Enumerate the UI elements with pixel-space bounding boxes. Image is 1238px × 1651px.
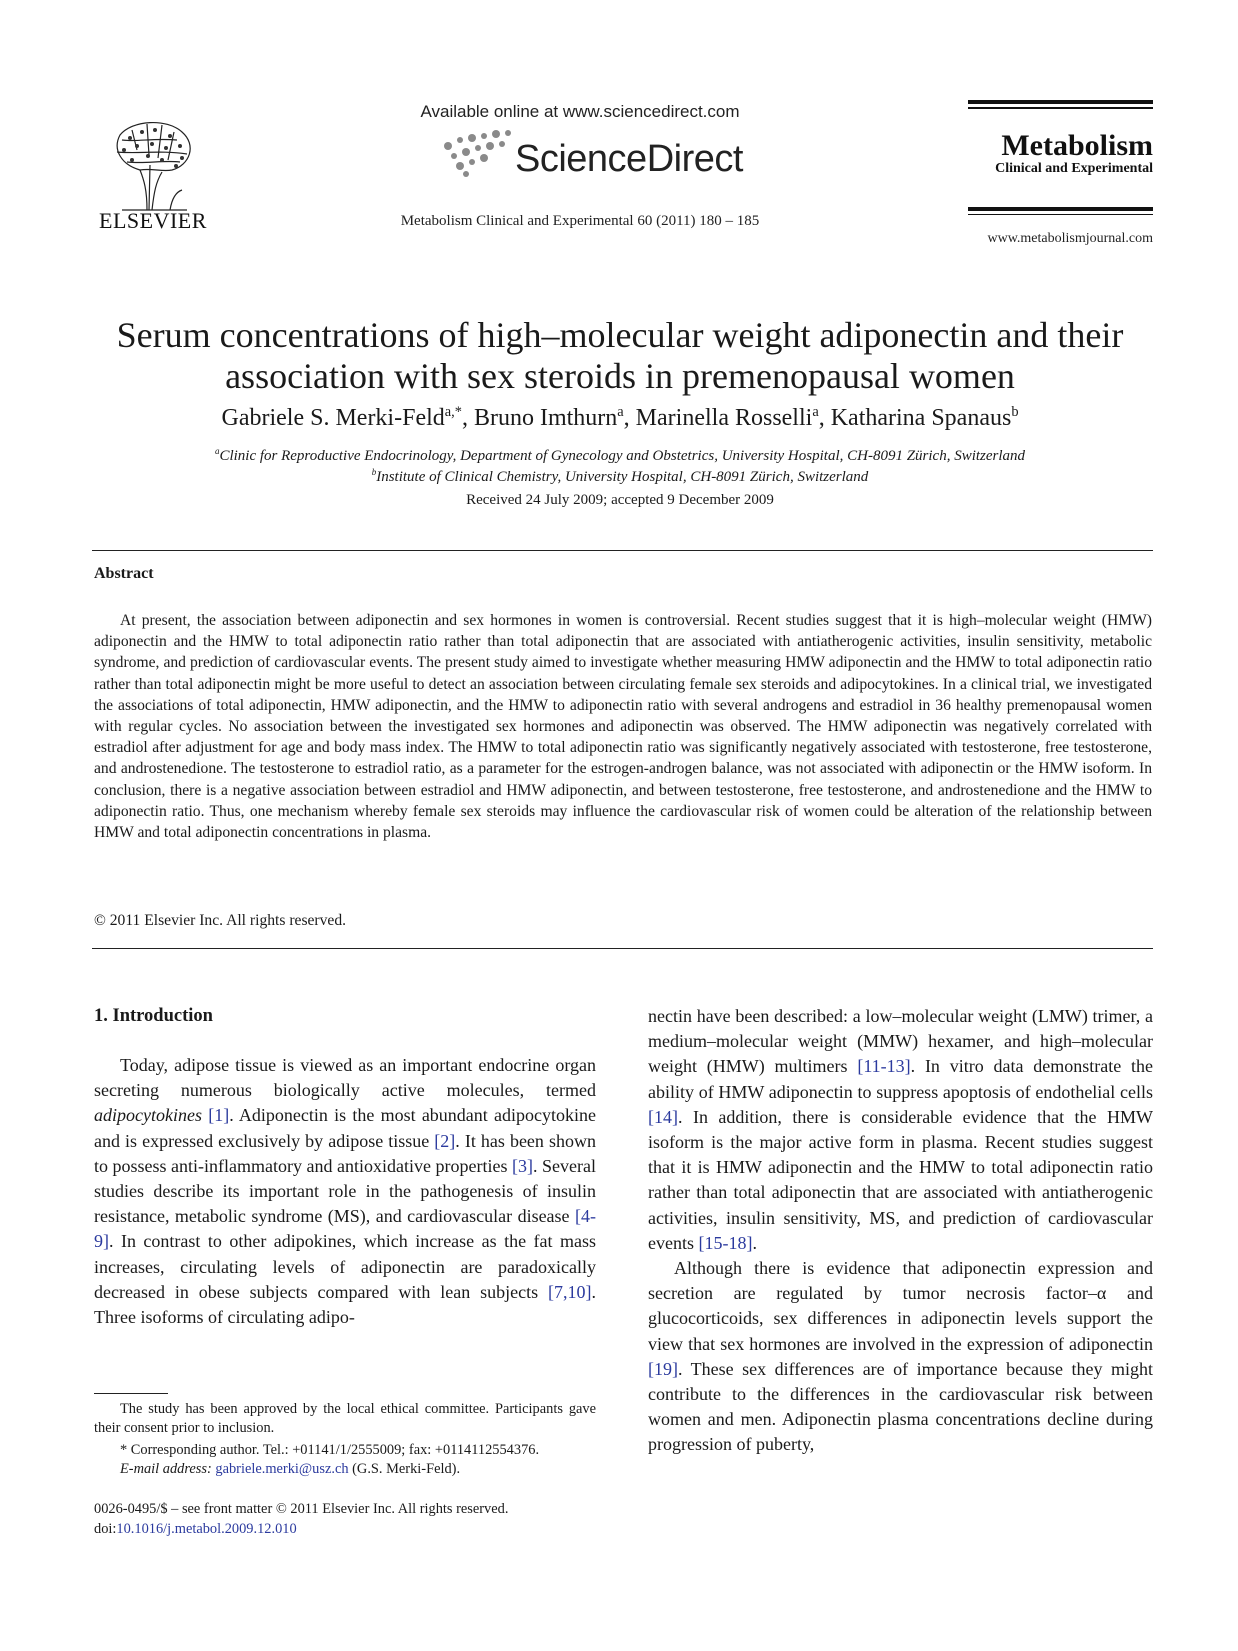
text-run: . In addition, there is considerable evidence that the HMW isoform is the major active form in plasma. Recent studies suggest that it is HMW adiponectin and the HMW to total adiponectin ratio rather than total adiponectin that are associated with antiatherogenic activities, insulin sensitivity, MS, and prediction of cardiovascular events	[648, 1106, 1153, 1253]
title-line: Serum concentrations of high–molecular weight adiponectin and their	[116, 315, 1124, 355]
journal-citation: Metabolism Clinical and Experimental 60 (2011) 180 – 185	[400, 213, 760, 229]
footnote-email	[120, 1460, 600, 1479]
title-line: association with sex steroids in premenopausal women	[225, 356, 1015, 396]
text-run: nectin have been described: a low–molecular weight (LMW) trimer, a medium–molecular weight (MMW) hexamer, and high–molecular weight (HMW) multimers	[648, 1006, 1153, 1077]
text-run: . It has been shown to possess anti-inflammatory and antioxidative properties	[94, 1130, 596, 1176]
text-run: Today, adipose tissue is viewed as an important endocrine organ secreting numerous biologically active molecules, termed	[94, 1055, 596, 1101]
affiliation-text: Clinic for Reproductive Endocrinology, Department of Gynecology and Obstetrics, University Hospital, CH-8091 Zürich, Switzerland	[219, 448, 1026, 464]
footnote-corresponding: * Corresponding author. Tel.: +01141/1/2555009; fax: +0114112554376.	[120, 1442, 540, 1458]
masthead-rule	[968, 207, 1153, 211]
italic-term: adipocytokines	[94, 1105, 202, 1126]
abstract-heading: Abstract	[94, 565, 154, 582]
text-run: . Several studies describe its important role in the pathogenesis of insulin resistance, metabolic syndrome (MS), and cardiovascular disease	[94, 1155, 596, 1227]
author-list	[100, 405, 1140, 432]
text-run: .	[752, 1232, 757, 1253]
citation-link[interactable]: [19]	[648, 1358, 678, 1379]
abstract-top-rule	[92, 550, 1153, 551]
paragraph	[648, 1004, 1153, 1256]
journal-masthead	[968, 100, 1153, 215]
masthead-rule	[968, 107, 1153, 109]
author-name: Gabriele S. Merki-Feld	[221, 405, 445, 431]
paragraph	[94, 1053, 596, 1330]
affiliation-a	[100, 448, 1140, 465]
masthead-rule	[968, 214, 1153, 216]
journal-website-link[interactable]: www.metabolismjournal.com	[987, 231, 1153, 246]
email-suffix: (G.S. Merki-Feld).	[352, 1461, 461, 1477]
footnote-rule	[94, 1393, 168, 1394]
author-affiliation-mark: b	[1011, 404, 1019, 420]
email-label: E-mail address:	[120, 1461, 212, 1477]
author-name: Bruno Imthurn	[473, 405, 618, 431]
text-run: . In vitro data demonstrate the ability of HMW adiponectin to suppress apoptosis of endothelial cells	[648, 1056, 1154, 1102]
section-heading: 1. Introduction	[94, 1006, 213, 1026]
citation-link[interactable]: [3]	[512, 1155, 533, 1176]
author-separator: ,	[623, 405, 636, 431]
citation-link[interactable]: [4-9]	[94, 1206, 596, 1252]
received-dates: Received 24 July 2009; accepted 9 December 2009	[466, 492, 774, 508]
affiliation-mark: b	[371, 467, 377, 477]
text-run: . In contrast to other adipokines, which increase as the fat mass increases, circulating levels of adiponectin are paradoxically decreased in obese subjects compared with lean subjects	[94, 1231, 596, 1302]
text-run: . These sex differences are of importance because they might contribute to the differences in the cardiovascular risk between women and men. Adiponectin plasma concentrations decline during progression of puberty,	[648, 1358, 1153, 1455]
citation-link[interactable]: [14]	[648, 1106, 678, 1127]
publisher-name: ELSEVIER	[99, 208, 207, 233]
author-name: Katharina Spanaus	[830, 405, 1012, 431]
affiliation-text: Institute of Clinical Chemistry, University Hospital, CH-8091 Zürich, Switzerland	[376, 469, 869, 485]
author-separator: ,	[461, 405, 474, 431]
article-title	[100, 315, 1140, 397]
citation-link[interactable]: [15-18]	[698, 1232, 753, 1253]
doi-line	[94, 1520, 297, 1539]
affiliation-b	[100, 469, 1140, 486]
journal-subtitle: Clinical and Experimental	[995, 160, 1153, 176]
citation-link[interactable]: [2]	[434, 1130, 456, 1151]
email-link[interactable]: gabriele.merki@usz.ch	[215, 1461, 349, 1477]
abstract-bottom-rule	[92, 948, 1153, 949]
doi-label: doi:	[94, 1521, 117, 1537]
affiliation-mark: a	[214, 446, 220, 456]
journal-name: Metabolism	[1001, 128, 1153, 162]
available-online: Available online at www.sciencedirect.com	[420, 102, 740, 121]
doi-link[interactable]: 10.1016/j.metabol.2009.12.010	[116, 1521, 297, 1537]
author-name: Marinella Rosselli	[635, 405, 813, 431]
author-affiliation-mark: a,*	[444, 404, 462, 420]
author-affiliation-mark: a	[812, 404, 819, 420]
abstract-text: At present, the association between adiponectin and sex hormones in women is controversial. Recent studies suggest that it is high–molecular weight (HMW) adiponectin and the HMW to total adiponectin ratio rather than total adiponectin that are associated with antiatherogenic activities, insulin sensitivity, metabolic syndrome, and prediction of cardiovascular events. The present study aimed to investigate whether measuring HMW adiponectin and the HMW to total adiponectin ratio rather than total adiponectin might be more useful to detect an association between circulating female sex steroids and adipocytokines. In a clinical trial, we investigated the associations of total adiponectin, HMW adiponectin, and the HMW to adiponectin ratio with several androgens and estradiol in 36 healthy premenopausal women with regular cycles. No association between the investigated sex hormones and adiponectin was observed. The HMW adiponectin was negatively correlated with estradiol after adjustment for age and body mass index. The HMW to total adiponectin ratio was significantly negatively associated with testosterone, free testosterone, and androstenedione. The testosterone to estradiol ratio, as a parameter for the estrogen-androgen balance, was not associated with adiponectin or the HMW isoform. In conclusion, there is a negative association between estradiol and HMW adiponectin, and between testosterone, free testosterone, and androstenedione and the HMW to adiponectin ratio. Thus, one mechanism whereby female sex steroids may influence the cardiovascular risk of women could be alteration of the relationship between HMW and total adiponectin concentrations in plasma.	[94, 612, 1152, 842]
paragraph	[648, 1256, 1153, 1458]
author-separator: ,	[818, 405, 831, 431]
masthead-rule	[968, 100, 1153, 104]
text-run: . Adiponectin is the most abundant adipocytokine and is expressed exclusively by adipose tissue	[94, 1105, 596, 1151]
left-column	[94, 1053, 596, 1330]
right-column	[648, 1004, 1153, 1458]
citation-link[interactable]: [11-13]	[857, 1056, 911, 1077]
sciencedirect-wordmark: ScienceDirect	[515, 138, 743, 180]
citation-link[interactable]: [7,10]	[548, 1281, 592, 1302]
abstract-copyright: © 2011 Elsevier Inc. All rights reserved.	[94, 912, 347, 929]
text-run: . Three isoforms of circulating adipo-	[94, 1281, 596, 1328]
citation-link[interactable]: [1]	[208, 1105, 230, 1126]
issn-line: 0026-0495/$ – see front matter © 2011 Elsevier Inc. All rights reserved.	[94, 1501, 509, 1517]
author-affiliation-mark: a	[617, 404, 624, 420]
text-run: Although there is evidence that adiponectin expression and secretion are regulated by tumor necrosis factor–α and glucocorticoids, sex differences in adiponectin levels support the view that sex hormones are involved in the expression of adiponectin	[648, 1258, 1153, 1354]
footnote-approval: The study has been approved by the local ethical committee. Participants gave their consent prior to inclusion.	[94, 1401, 596, 1436]
